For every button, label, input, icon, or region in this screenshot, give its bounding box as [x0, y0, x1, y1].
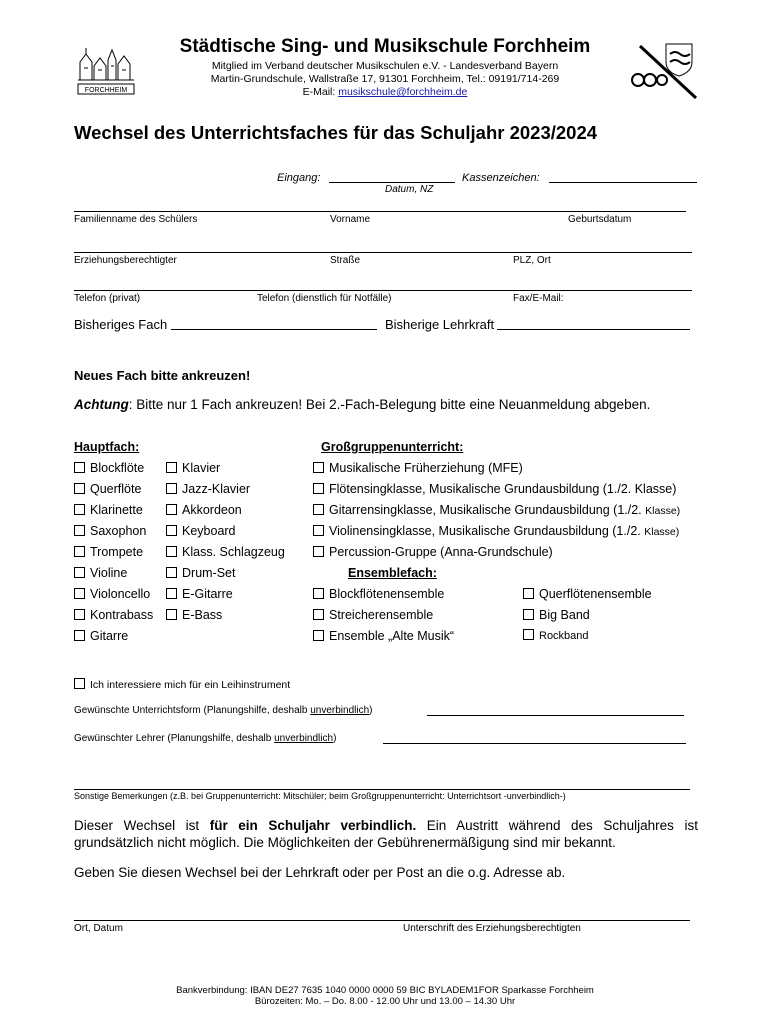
label-end: ) — [333, 733, 337, 744]
checkbox[interactable] — [313, 504, 324, 515]
checkbox[interactable] — [313, 525, 324, 536]
option-label: Violoncello — [90, 587, 151, 601]
checkbox[interactable] — [166, 462, 177, 473]
checkbox[interactable] — [166, 546, 177, 557]
achtung-line — [74, 397, 650, 412]
option-jazz-klavier[interactable] — [166, 482, 250, 496]
notice-text-2: Ein Austritt während des Schuljahres ist grundsätzlich nicht möglich. Die Möglichkeiten der Gebührenermäßigung sind mir bekannt. — [74, 818, 698, 850]
option-label: Akkordeon — [182, 503, 242, 517]
option-kontrabass[interactable] — [74, 608, 153, 622]
option-label: Ich interessiere mich für ein Leihinstrument — [90, 679, 291, 691]
checkbox[interactable] — [166, 483, 177, 494]
achtung-label: Achtung — [74, 397, 129, 412]
binding-notice — [74, 817, 698, 851]
option-label: Querflötenensemble — [539, 587, 652, 601]
plz-ort-label: PLZ, Ort — [513, 255, 551, 266]
option-streicherensemble[interactable] — [313, 608, 433, 622]
option-e-bass[interactable] — [166, 608, 222, 622]
option-label: Rockband — [539, 630, 589, 642]
option-label: Gitarrensingklasse, Musikalische Grundausbildung (1./2. — [329, 503, 646, 517]
checkbox[interactable] — [313, 630, 324, 641]
office-hours: Bürozeiten: Mo. – Do. 8.00 - 12.00 Uhr und 13.00 – 14.30 Uhr — [254, 996, 516, 1007]
option-label: Klass. Schlagzeug — [182, 545, 285, 559]
option-label: Percussion-Gruppe (Anna-Grundschule) — [329, 545, 553, 559]
option-label: Violinensingklasse, Musikalische Grundausbildung (1./2. — [329, 524, 645, 538]
option-label: Jazz-Klavier — [182, 482, 251, 496]
option-violinensingklasse[interactable] — [313, 524, 679, 538]
ort-datum-label: Ort, Datum — [74, 923, 123, 934]
form-title: Wechsel des Unterrichtsfaches für das Schuljahr 2023/2024 — [74, 122, 598, 143]
membership-line: Mitglied im Verband deutscher Musikschulen e.V. - Landesverband Bayern — [211, 60, 559, 72]
option-label: Klavier — [182, 461, 221, 475]
name-line[interactable] — [74, 211, 686, 212]
email-link[interactable]: musikschule@forchheim.de — [338, 86, 468, 98]
eingang-label: Eingang: — [277, 172, 321, 184]
new-subject-heading: Neues Fach bitte ankreuzen! — [74, 368, 251, 383]
school-title: Städtische Sing- und Musikschule Forchheim — [179, 36, 591, 57]
bisheriges-fach-field[interactable] — [171, 329, 377, 330]
label-text: Gewünschter Lehrer (Planungshilfe, deshalb — [74, 733, 275, 744]
option-label: Trompete — [90, 545, 144, 559]
option-label: Blockflötenensemble — [329, 587, 445, 601]
option-label: Saxophon — [90, 524, 147, 538]
label-text: Gewünschte Unterrichtsform (Planungshilfe, deshalb — [74, 705, 311, 716]
strasse-label: Straße — [330, 255, 361, 266]
datum-label: Datum, NZ — [385, 184, 434, 195]
option-rockband[interactable] — [523, 629, 589, 642]
familienname-label: Familienname des Schülers — [74, 214, 198, 225]
option-label: E-Gitarre — [182, 587, 233, 601]
option-label: Blockflöte — [90, 461, 145, 475]
checkbox[interactable] — [74, 588, 85, 599]
option-drum-set[interactable] — [166, 566, 235, 580]
notice-bold: für ein Schuljahr verbindlich. — [209, 818, 417, 833]
unterrichtsform-field[interactable] — [427, 715, 684, 716]
telefon-dienstlich-label: Telefon (dienstlich für Notfälle) — [257, 293, 392, 304]
option-label: Querflöte — [90, 482, 142, 496]
kassenzeichen-label: Kassenzeichen: — [462, 172, 540, 184]
checkbox[interactable] — [313, 462, 324, 473]
bank-details: Bankverbindung: IBAN DE27 7635 1040 0000 0000 59 BIC BYLADEM1FOR Sparkasse Forchheim — [176, 985, 594, 996]
signature-line[interactable] — [74, 920, 690, 921]
option-label: Klarinette — [90, 503, 143, 517]
unterrichtsform-label — [74, 705, 373, 716]
option-floetensingklasse[interactable] — [313, 482, 676, 496]
email-label: E-Mail: — [302, 86, 336, 98]
guardian-line[interactable] — [74, 252, 692, 253]
logo-text: FORCHHEIM — [84, 87, 128, 94]
vorname-label: Vorname — [330, 214, 371, 225]
option-label-suffix: Klasse) — [645, 505, 681, 517]
checkbox[interactable] — [74, 630, 85, 641]
option-blockfloetenensemble[interactable] — [313, 587, 444, 601]
phone-line[interactable] — [74, 290, 692, 291]
erziehungsberechtigter-label: Erziehungsberechtigter — [74, 255, 177, 266]
option-label: E-Bass — [182, 608, 223, 622]
option-label: Violine — [90, 566, 128, 580]
bemerkungen-field[interactable] — [74, 789, 690, 790]
option-label: Musikalische Früherziehung (MFE) — [329, 461, 523, 475]
unterschrift-label: Unterschrift des Erziehungsberechtigten — [403, 923, 581, 934]
bisherige-lehrkraft-label: Bisherige Lehrkraft — [385, 317, 495, 332]
hauptfach-heading: Hauptfach: — [74, 440, 140, 454]
option-label: Flötensingklasse, Musikalische Grundausbildung (1./2. Klasse) — [329, 482, 677, 496]
checkbox[interactable] — [523, 609, 534, 620]
option-label: Kontrabass — [90, 608, 154, 622]
option-saxophon[interactable] — [74, 524, 146, 538]
checkbox[interactable] — [74, 483, 85, 494]
checkbox[interactable] — [74, 678, 85, 689]
option-gitarrensingklasse[interactable] — [313, 503, 680, 517]
email-line — [0, 86, 770, 98]
address-line: Martin-Grundschule, Wallstraße 17, 91301 Forchheim, Tel.: 09191/714-269 — [210, 73, 560, 85]
checkbox[interactable] — [166, 588, 177, 599]
kassenzeichen-field[interactable] — [549, 182, 697, 183]
option-mfe[interactable] — [313, 461, 523, 475]
option-label: Gitarre — [90, 629, 129, 643]
achtung-text: : Bitte nur 1 Fach ankreuzen! Bei 2.-Fach-Belegung bitte eine Neuanmeldung abgeben. — [128, 397, 651, 412]
checkbox[interactable] — [74, 567, 85, 578]
option-big-band[interactable] — [523, 608, 590, 622]
checkbox[interactable] — [74, 546, 85, 557]
lehrer-label — [74, 733, 336, 744]
option-klavier[interactable] — [166, 461, 220, 475]
option-label: Big Band — [539, 608, 590, 622]
option-akkordeon[interactable] — [166, 503, 242, 517]
option-keyboard[interactable] — [166, 524, 236, 538]
checkbox[interactable] — [523, 629, 534, 640]
label-end: ) — [369, 705, 373, 716]
checkbox[interactable] — [166, 504, 177, 515]
bisheriges-fach-label: Bisheriges Fach — [74, 317, 168, 332]
option-label: Drum-Set — [182, 566, 236, 580]
checkbox[interactable] — [313, 588, 324, 599]
label-underlined: unverbindlich — [274, 733, 334, 744]
option-querfloete[interactable] — [74, 482, 141, 496]
submission-notice: Geben Sie diesen Wechsel bei der Lehrkraft oder per Post an die o.g. Adresse ab. — [74, 865, 566, 880]
option-trompete[interactable] — [74, 545, 143, 559]
fax-email-label: Fax/E-Mail: — [513, 293, 564, 304]
option-gitarre[interactable] — [74, 629, 128, 643]
checkbox[interactable] — [166, 525, 177, 536]
notice-text: Dieser Wechsel ist — [74, 818, 210, 833]
checkbox[interactable] — [74, 525, 85, 536]
option-label: Ensemble „Alte Musik“ — [329, 629, 455, 643]
option-e-gitarre[interactable] — [166, 587, 233, 601]
option-alte-musik[interactable] — [313, 629, 454, 643]
option-blockfloete[interactable] — [74, 461, 144, 475]
eingang-field[interactable] — [329, 182, 455, 183]
grossgruppe-heading: Großgruppenunterricht: — [321, 440, 464, 454]
telefon-privat-label: Telefon (privat) — [74, 293, 141, 304]
option-querfloetenensemble[interactable] — [523, 587, 652, 601]
checkbox[interactable] — [74, 462, 85, 473]
checkbox[interactable] — [74, 504, 85, 515]
checkbox[interactable] — [313, 609, 324, 620]
checkbox[interactable] — [166, 567, 177, 578]
checkbox[interactable] — [523, 588, 534, 599]
lehrer-field[interactable] — [383, 743, 686, 744]
option-klass-schlagzeug[interactable] — [166, 545, 285, 559]
ensemble-heading: Ensemblefach: — [348, 566, 437, 580]
bemerkungen-label: Sonstige Bemerkungen (z.B. bei Gruppenunterricht: Mitschüler; beim Großgruppenunterricht: Unterrichtsort -unverbindlich-) — [74, 791, 566, 801]
option-percussion-gruppe[interactable] — [313, 545, 553, 559]
option-klarinette[interactable] — [74, 503, 143, 517]
geburtsdatum-label: Geburtsdatum — [568, 214, 632, 225]
label-underlined: unverbindlich — [310, 705, 370, 716]
option-leihinstrument[interactable] — [74, 678, 290, 691]
checkbox[interactable] — [313, 546, 324, 557]
option-label-suffix: Klasse) — [644, 526, 680, 538]
option-violoncello[interactable] — [74, 587, 150, 601]
checkbox[interactable] — [166, 609, 177, 620]
option-violine[interactable] — [74, 566, 127, 580]
checkbox[interactable] — [313, 483, 324, 494]
checkbox[interactable] — [74, 609, 85, 620]
option-label: Streicherensemble — [329, 608, 434, 622]
option-label: Keyboard — [182, 524, 236, 538]
bisherige-lehrkraft-field[interactable] — [497, 329, 690, 330]
